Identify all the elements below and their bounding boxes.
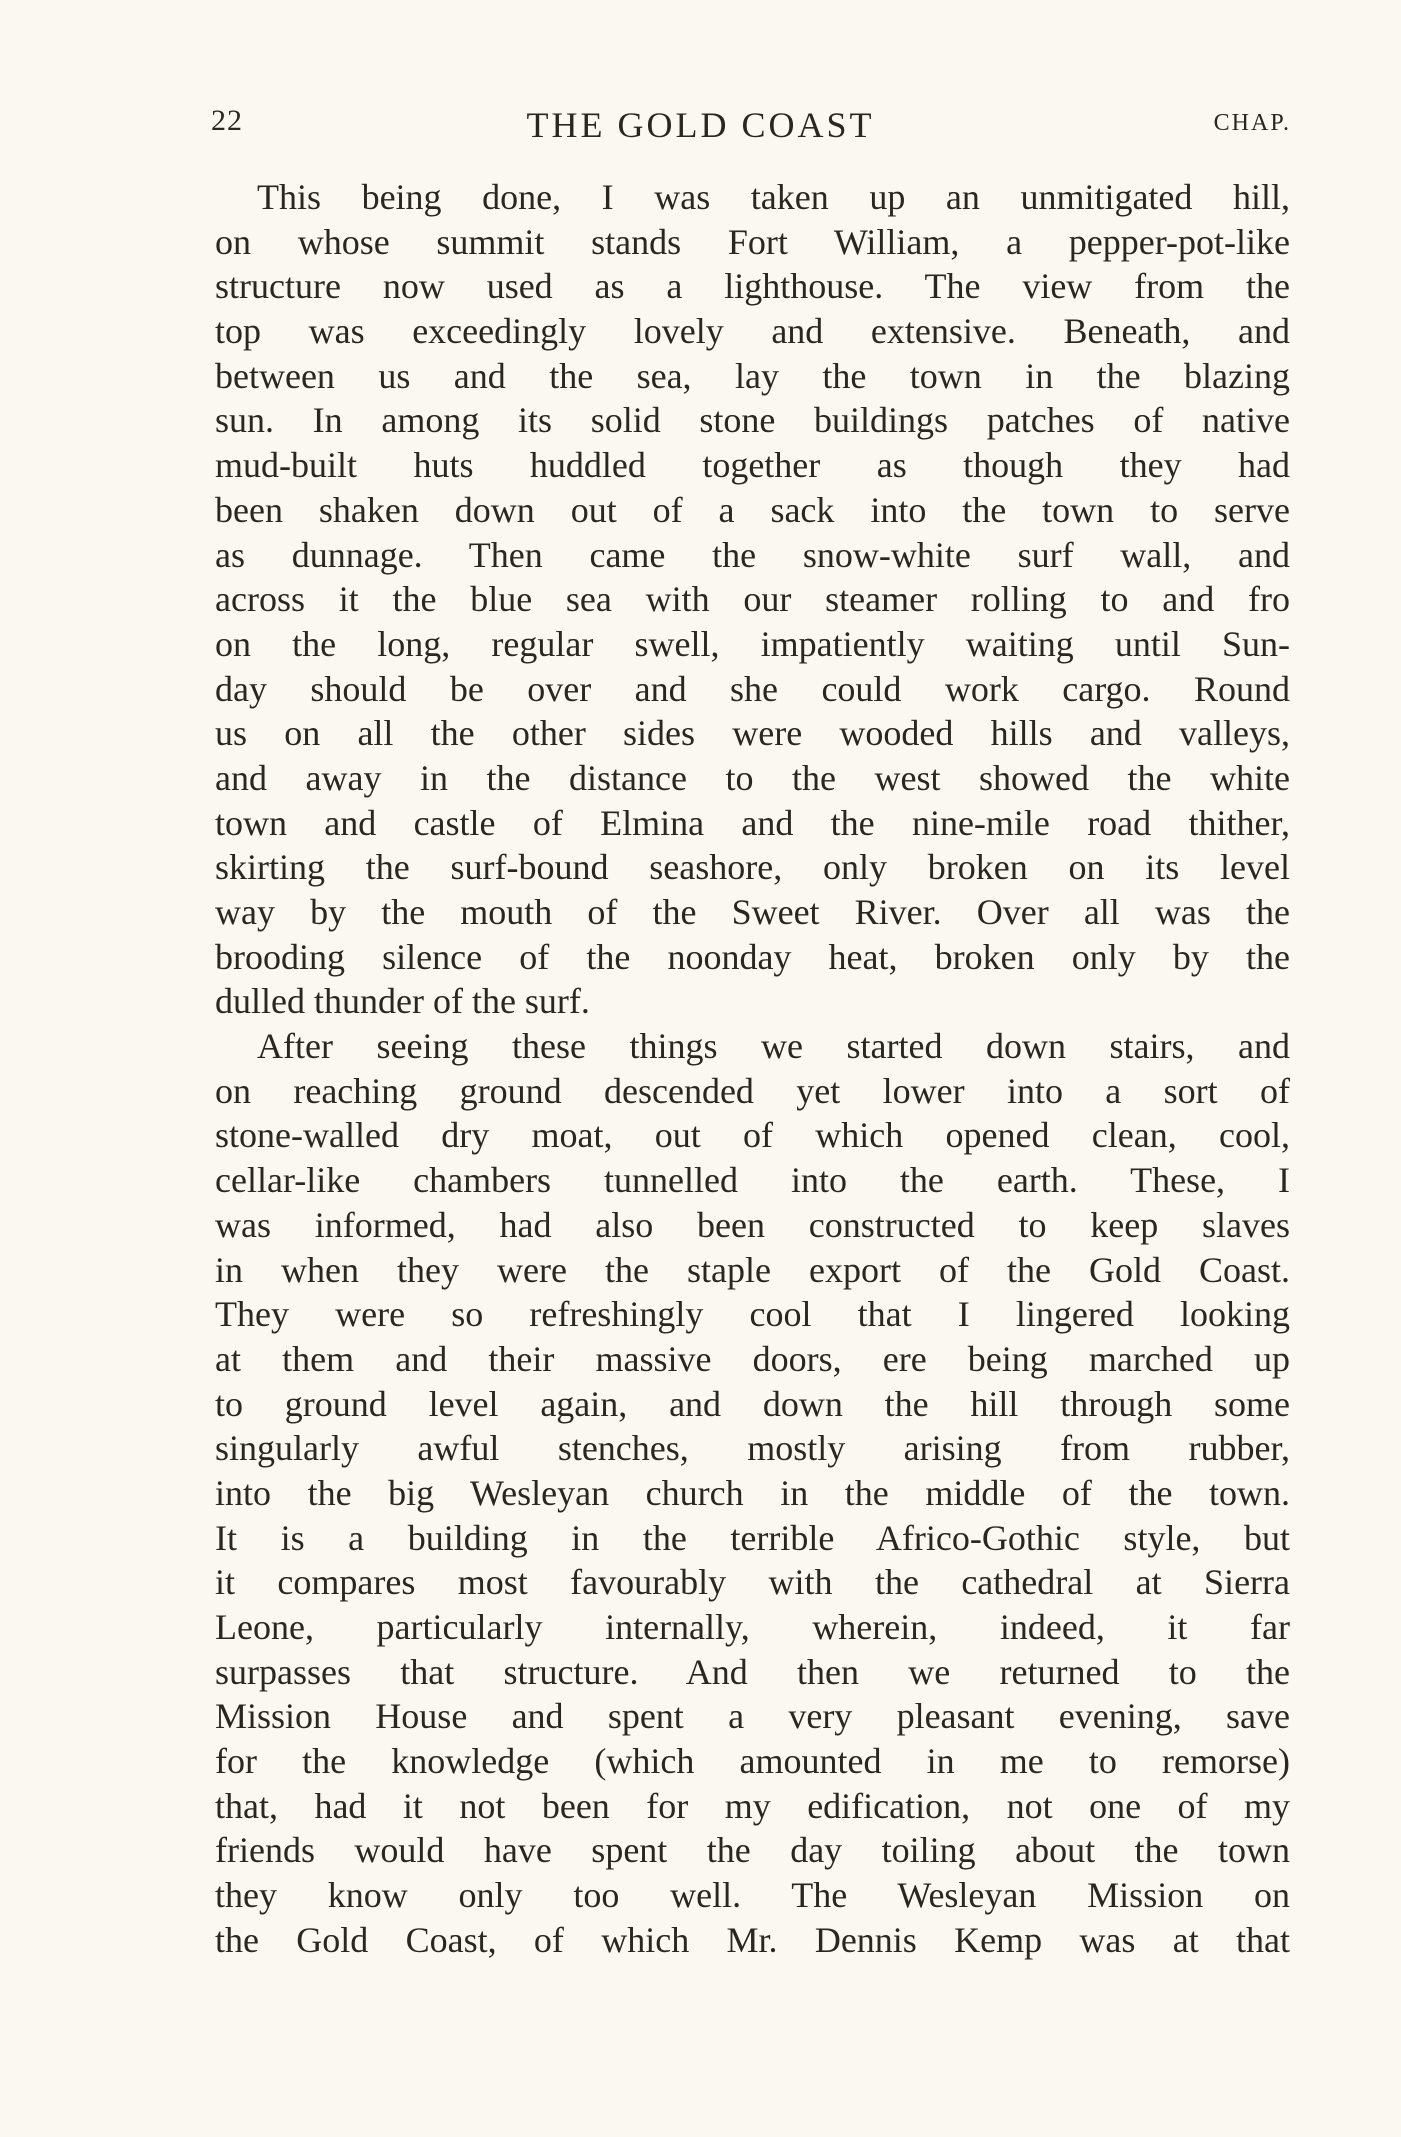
text-line: brooding silence of the noonday heat, broken only by the: [215, 936, 1290, 977]
text-line: top was exceedingly lovely and extensive. Beneath, and: [215, 311, 1290, 352]
text-line: dulled thunder of the surf.: [215, 981, 590, 1022]
paragraph: [215, 1024, 1290, 1962]
text-line: sun. In among its solid stone buildings patches of native: [215, 400, 1290, 441]
page-number: 22: [211, 104, 243, 137]
body-text: [215, 175, 1290, 1963]
text-line: singularly awful stenches, mostly arising from rubber,: [215, 1428, 1290, 1469]
text-line: They were so refreshingly cool that I lingered looking: [215, 1294, 1290, 1335]
text-line: on the long, regular swell, impatiently waiting until Sun-: [215, 623, 1290, 664]
text-line: surpasses that structure. And then we returned to the: [215, 1651, 1290, 1692]
text-line: they know only too well. The Wesleyan Mission on: [215, 1875, 1290, 1916]
text-line: in when they were the staple export of the Gold Coast.: [215, 1249, 1290, 1290]
text-line: It is a building in the terrible Africo-Gothic style, but: [215, 1517, 1290, 1558]
text-line: mud-built huts huddled together as though they had: [215, 445, 1290, 486]
text-line: to ground level again, and down the hill through some: [215, 1383, 1290, 1424]
chapter-label: CHAP.: [1213, 110, 1291, 136]
text-line: After seeing these things we started down stairs, and: [257, 1026, 1290, 1067]
text-line: Mission House and spent a very pleasant evening, save: [215, 1696, 1290, 1737]
text-line: the Gold Coast, of which Mr. Dennis Kemp was at that: [215, 1919, 1290, 1960]
text-line: way by the mouth of the Sweet River. Over all was the: [215, 892, 1290, 932]
text-line: This being done, I was taken up an unmitigated hill,: [257, 177, 1290, 217]
text-line: that, had it not been for my edification, not one of my: [215, 1785, 1290, 1826]
text-line: cellar-like chambers tunnelled into the earth. These, I: [215, 1160, 1290, 1201]
text-line: at them and their massive doors, ere being marched up: [215, 1338, 1290, 1379]
text-line: and away in the distance to the west showed the white: [215, 757, 1290, 798]
text-line: Leone, particularly internally, wherein, indeed, it far: [215, 1607, 1290, 1647]
text-line: as dunnage. Then came the snow-white surf wall, and: [215, 534, 1290, 575]
text-line: across it the blue sea with our steamer rolling to and fro: [215, 579, 1290, 620]
paragraph: [215, 175, 1290, 1024]
text-line: skirting the surf-bound seashore, only broken on its level: [215, 847, 1290, 888]
text-line: for the knowledge (which amounted in me to remorse): [215, 1741, 1290, 1782]
text-line: us on all the other sides were wooded hills and valleys,: [215, 713, 1290, 754]
text-line: on whose summit stands Fort William, a pepper-pot-like: [215, 221, 1290, 262]
running-header: [0, 104, 1401, 144]
running-title: THE GOLD COAST: [526, 105, 875, 145]
text-line: day should be over and she could work cargo. Round: [215, 668, 1290, 709]
text-line: friends would have spent the day toiling about the town: [215, 1830, 1290, 1871]
text-line: on reaching ground descended yet lower into a sort of: [215, 1070, 1290, 1111]
text-line: between us and the sea, lay the town in the blazing: [215, 355, 1290, 396]
text-line: town and castle of Elmina and the nine-mile road thither,: [215, 802, 1290, 843]
text-line: structure now used as a lighthouse. The view from the: [215, 266, 1290, 307]
text-line: into the big Wesleyan church in the middle of the town.: [215, 1472, 1290, 1513]
text-line: it compares most favourably with the cathedral at Sierra: [215, 1562, 1290, 1603]
text-line: stone-walled dry moat, out of which opened clean, cool,: [215, 1115, 1290, 1156]
text-line: been shaken down out of a sack into the town to serve: [215, 489, 1290, 530]
text-line: was informed, had also been constructed to keep slaves: [215, 1204, 1290, 1245]
